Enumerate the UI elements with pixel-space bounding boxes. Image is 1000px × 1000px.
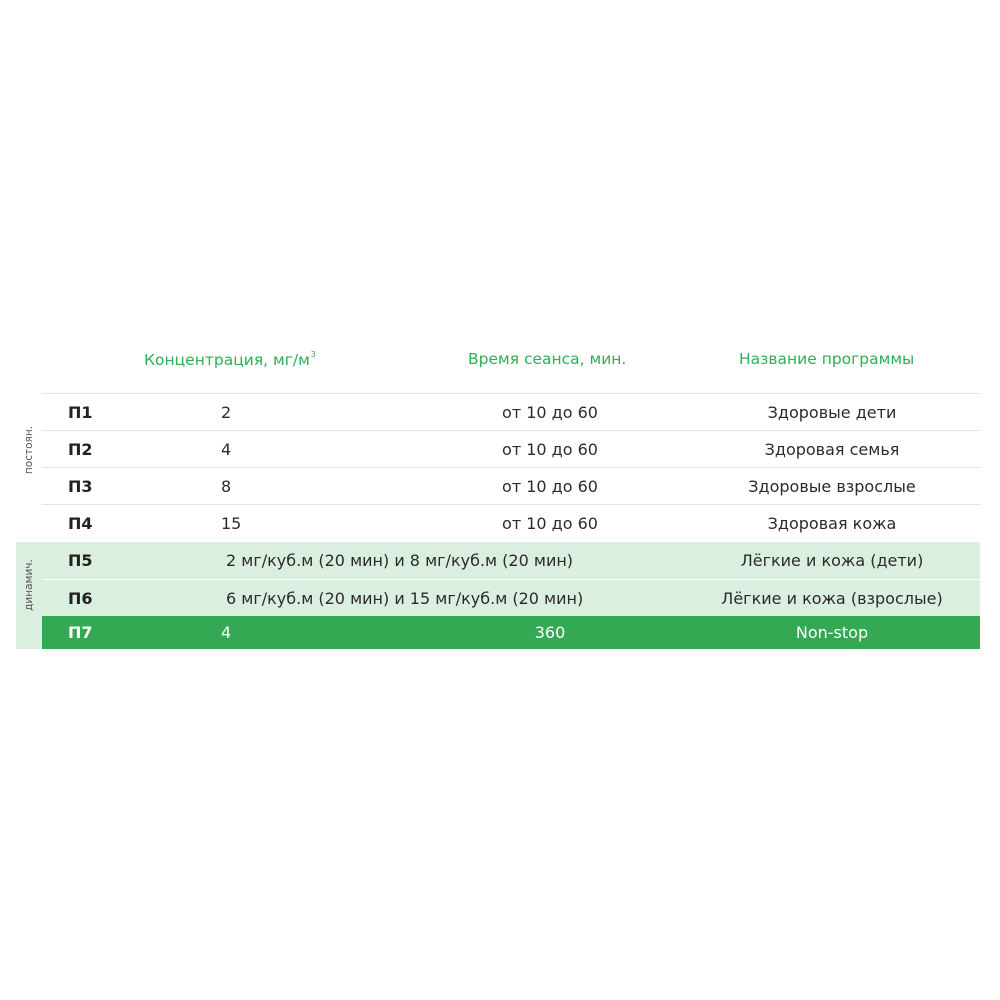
program-name-value: Здоровые дети xyxy=(767,403,897,422)
session-time-value: от 10 до 60 xyxy=(502,477,598,496)
program-code: П2 xyxy=(68,440,93,459)
program-name-value: Лёгкие и кожа (дети) xyxy=(740,551,924,570)
program-name-value: Здоровые взрослые xyxy=(748,477,916,496)
program-code: П1 xyxy=(68,403,93,422)
header-session-time: Время сеанса, мин. xyxy=(468,350,627,368)
dynamic-concentration-value: 6 мг/куб.м (20 мин) и 15 мг/куб.м (20 мин) xyxy=(226,589,584,608)
concentration-value: 2 xyxy=(221,403,232,422)
program-name-value: Здоровая кожа xyxy=(767,514,897,533)
session-time-value: от 10 до 60 xyxy=(502,440,598,459)
concentration-value: 4 xyxy=(221,623,232,642)
header-concentration-text: Концентрация, мг/м xyxy=(144,351,310,369)
program-name-value: Non-stop xyxy=(795,623,869,642)
header-concentration-superscript: 3 xyxy=(310,350,316,359)
table-row xyxy=(0,543,1000,579)
program-code: П5 xyxy=(68,551,93,570)
program-name-value: Лёгкие и кожа (взрослые) xyxy=(721,589,943,608)
program-code: П3 xyxy=(68,477,93,496)
concentration-value: 8 xyxy=(221,477,232,496)
table-row xyxy=(0,506,1000,542)
dynamic-concentration-value: 2 мг/куб.м (20 мин) и 8 мг/куб.м (20 мин) xyxy=(226,551,574,570)
concentration-value: 4 xyxy=(221,440,232,459)
session-time-value: от 10 до 60 xyxy=(502,514,598,533)
program-code: П6 xyxy=(68,589,93,608)
concentration-value: 15 xyxy=(221,514,242,533)
group-dynamic-label: динамич. xyxy=(23,558,35,611)
table-row xyxy=(0,395,1000,431)
table-row xyxy=(0,469,1000,505)
divider xyxy=(42,393,980,394)
table-row xyxy=(0,615,1000,651)
program-name-value: Здоровая семья xyxy=(764,440,900,459)
session-time-value: от 10 до 60 xyxy=(502,403,598,422)
header-concentration xyxy=(144,350,316,369)
group-constant-label: постоян. xyxy=(23,425,35,475)
table-row xyxy=(0,581,1000,617)
program-code: П4 xyxy=(68,514,93,533)
header-program-name: Название программы xyxy=(739,350,915,368)
table-row xyxy=(0,432,1000,468)
session-time-value: 360 xyxy=(534,623,566,642)
program-code: П7 xyxy=(68,623,93,642)
